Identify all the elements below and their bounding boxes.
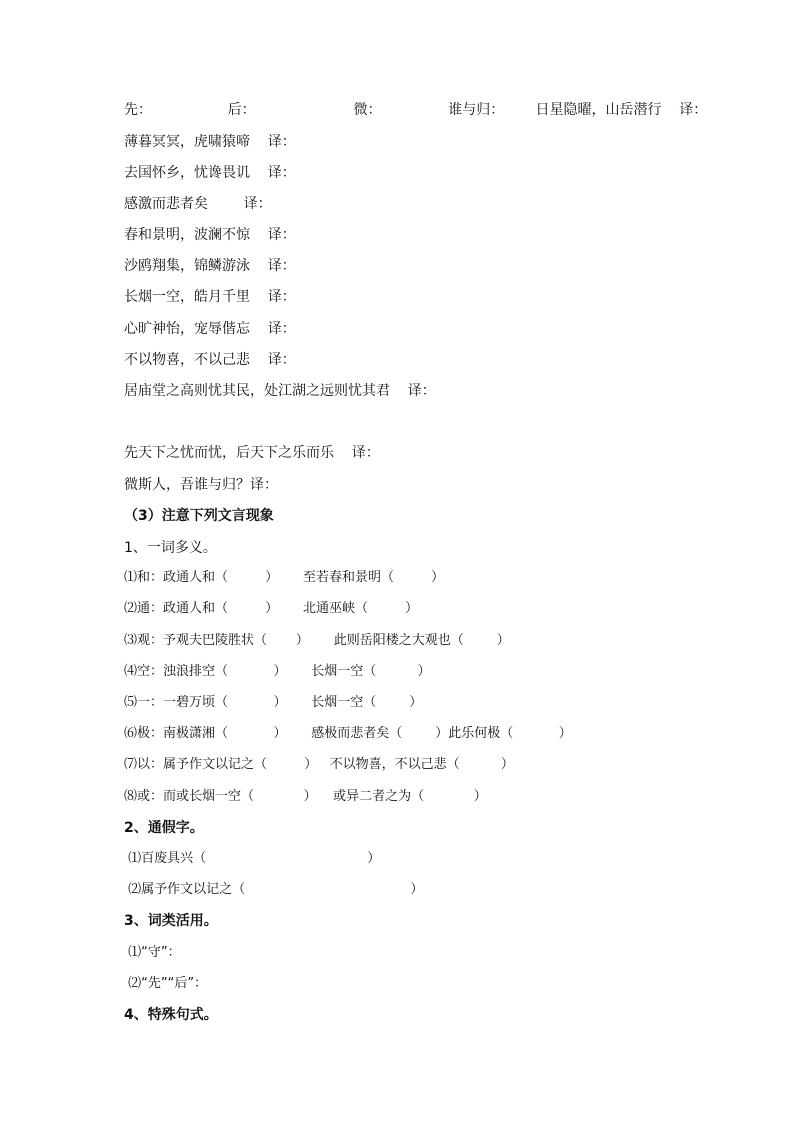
polysemy-item-6: ⑹极：南极潇湘（ ） 感极而悲者矣（ ）此乐何极（ ） (124, 726, 572, 741)
heading-loan-characters: 2、通假字。 (124, 820, 204, 836)
line-11: 先天下之忧而忧，后天下之乐而乐 译： (124, 445, 380, 461)
line-8: 心旷神怡，宠辱偕忘 译： (124, 321, 296, 337)
line-7: 长烟一空，皓月千里 译： (124, 289, 296, 305)
polysemy-item-2: ⑵通：政通人和（ ） 北通巫峡（ ） (124, 601, 419, 616)
loan-item-1: ⑴百废具兴（ ） (124, 851, 381, 866)
polysemy-item-8: ⑻或：而或长烟一空（ ） 或异二者之为（ ） (124, 789, 487, 804)
word-class-item-2: ⑵“先”“后”： (124, 976, 208, 991)
polysemy-item-3: ⑶观：予观夫巴陵胜状（ ） 此则岳阳楼之大观也（ ） (124, 633, 510, 648)
heading-special-sentences: 4、特殊句式。 (124, 1007, 218, 1023)
polysemy-item-5: ⑸一：一碧万顷（ ） 长烟一空（ ） (124, 695, 423, 710)
loan-item-2: ⑵属予作文以记之（ ） (124, 882, 424, 897)
line-5: 春和景明，波澜不惊 译： (124, 227, 296, 243)
polysemy-item-1: ⑴和：政通人和（ ） 至若春和景明（ ） (124, 570, 445, 585)
polysemy-item-7: ⑺以：属予作文以记之（ ） 不以物喜，不以己悲（ ） (124, 757, 514, 772)
line-1: 先： 后： 微： 谁与归： 日星隐曜，山岳潜行 译： (124, 102, 708, 118)
line-4: 感激而悲者矣 译： (124, 196, 272, 212)
line-10: 居庙堂之高则忧其民，处江湖之远则忧其君 译： (124, 383, 436, 399)
line-2: 薄暮冥冥，虎啸猿啼 译： (124, 134, 296, 150)
line-9: 不以物喜，不以己悲 译： (124, 352, 296, 368)
line-12: 微斯人，吾谁与归？译： (124, 477, 278, 493)
polysemy-item-4: ⑷空：浊浪排空（ ） 长烟一空（ ） (124, 664, 431, 679)
heading-polysemy: 1、一词多义。 (124, 540, 217, 556)
word-class-item-1: ⑴“守”： (124, 945, 181, 960)
heading-word-class: 3、词类活用。 (124, 913, 218, 929)
line-3: 去国怀乡，忧谗畏讥 译： (124, 165, 296, 181)
line-6: 沙鸥翔集，锦鳞游泳 译： (124, 258, 296, 274)
section-heading-3: （3）注意下列文言现象 (124, 508, 274, 524)
